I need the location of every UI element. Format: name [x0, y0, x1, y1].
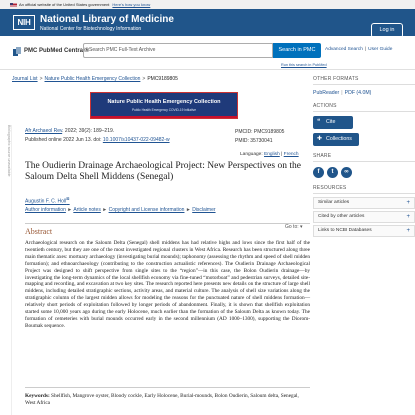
disclaimer-link[interactable]: Disclaimer: [192, 207, 216, 213]
language-english[interactable]: English: [264, 152, 280, 157]
search-links: [325, 47, 392, 52]
search-input[interactable]: Search PMC Full-Text Archive: [83, 43, 273, 58]
author-name[interactable]: Augustin F. C. Holl: [25, 198, 67, 205]
nih-logo[interactable]: NIH: [13, 15, 35, 30]
run-search-pubmed-link[interactable]: Run this search in PubMed: [281, 63, 327, 67]
article-info-links: [25, 207, 216, 213]
language-selector: [240, 152, 299, 157]
keywords-label: Keywords:: [25, 393, 50, 399]
plus-icon: +: [406, 200, 410, 206]
link-icon[interactable]: ∞: [341, 167, 352, 178]
user-guide-link[interactable]: User Guide: [368, 47, 393, 52]
collections-label: Collections: [326, 136, 352, 142]
collection-banner[interactable]: [90, 92, 238, 119]
banner-stripe: [91, 116, 237, 118]
heres-how-link[interactable]: Here's how you know: [112, 2, 151, 7]
goto-label[interactable]: Go to:: [285, 224, 299, 230]
publication-line: [25, 137, 170, 143]
pdf-link[interactable]: PDF (4.0M): [344, 90, 372, 96]
citation-details: . 2022; 39(2): 189–219.: [62, 128, 115, 134]
pmcid: PMCID: PMC9189805: [235, 129, 285, 135]
arrow-icon: ►: [185, 207, 191, 213]
site-title[interactable]: National Library of Medicine: [40, 14, 174, 25]
site-header: [0, 9, 415, 36]
format-separator: |: [341, 90, 343, 96]
collections-icon: ✚: [317, 136, 323, 142]
author-email-icon[interactable]: ⊠: [66, 196, 70, 201]
keywords: [25, 393, 310, 407]
arrow-icon: ►: [102, 207, 108, 213]
doi-link[interactable]: 10.1007/s10437-022-09482-w: [102, 137, 170, 143]
language-separator: |: [279, 152, 284, 157]
arrow-icon: ►: [67, 207, 73, 213]
header-divider: [0, 69, 415, 70]
pmc-logo-text: PMC PubMed Central®: [24, 48, 90, 54]
twitter-icon[interactable]: t: [327, 167, 338, 178]
author-link[interactable]: [25, 196, 70, 205]
right-panel-divider: [313, 161, 415, 162]
right-panel-divider: [313, 111, 415, 112]
ncbi-links-label: Links to NCBI Databases: [318, 228, 372, 233]
pmid: PMID: 35730041: [235, 137, 273, 144]
breadcrumb-current: PMC9189805: [147, 76, 178, 82]
chevron-down-icon: ▾: [300, 224, 303, 230]
login-button[interactable]: Log in: [371, 23, 403, 38]
author-information-link[interactable]: Author information: [25, 207, 66, 213]
similar-articles-label: Similar articles: [318, 200, 350, 205]
side-strip: [0, 125, 12, 415]
cite-button[interactable]: [313, 116, 353, 129]
breadcrumb-journal-list[interactable]: Journal List: [12, 76, 38, 82]
article-notes-link[interactable]: Article notes: [73, 207, 101, 213]
article-title: The Oudierin Drainage Archaeological Project: New Perspectives on the Saloum Delta Shell Middens (Senegal): [25, 161, 301, 182]
format-links: [313, 90, 371, 96]
keywords-divider: [25, 387, 310, 388]
other-formats-heading: OTHER FORMATS: [313, 76, 359, 82]
breadcrumb-arrow: >: [39, 76, 43, 82]
facebook-icon[interactable]: f: [313, 167, 324, 178]
pmc-logo[interactable]: [13, 46, 89, 56]
search-links-separator: |: [364, 47, 367, 52]
abstract-divider: [25, 223, 310, 224]
collections-button[interactable]: [313, 133, 359, 146]
article-ids: [235, 128, 284, 145]
quote-icon: ❝: [317, 119, 321, 125]
plus-icon: +: [406, 228, 410, 234]
pubreader-link[interactable]: PubReader: [313, 90, 340, 96]
breadcrumb: [12, 76, 178, 82]
goto-menu[interactable]: [285, 224, 303, 230]
actions-heading: ACTIONS: [313, 103, 337, 109]
breadcrumb-arrow: >: [142, 76, 146, 82]
citation-line: [25, 128, 114, 134]
us-flag-icon: [10, 3, 17, 7]
search-button[interactable]: Search in PMC: [273, 43, 321, 58]
collection-banner-title: Nature Public Health Emergency Collection: [107, 99, 221, 105]
cite-label: Cite: [326, 119, 336, 125]
similar-articles-toggle[interactable]: [313, 197, 415, 209]
doi-label: doi:: [93, 137, 103, 143]
journal-link[interactable]: Afr Archaeol Rev: [25, 128, 63, 134]
usa-banner-text: An official website of the United States government: [19, 2, 110, 7]
side-strip-text: Bibliographic source unavailable: [7, 125, 11, 177]
abstract-heading: Abstract: [25, 227, 53, 236]
language-french[interactable]: French: [283, 152, 299, 157]
site-subtitle: National Center for Biotechnology Information: [40, 26, 142, 32]
collection-banner-subtitle: Public Health Emergency COVID-19 Initiative: [132, 108, 196, 112]
breadcrumb-collection[interactable]: Nature Public Health Emergency Collection: [44, 76, 141, 82]
cited-by-label: Cited by other articles: [318, 214, 365, 219]
right-panel-divider: [313, 193, 415, 194]
share-buttons: [313, 167, 352, 178]
copyright-link[interactable]: Copyright and License information: [108, 207, 185, 213]
right-panel-divider: [313, 84, 415, 85]
advanced-search-link[interactable]: Advanced Search: [325, 47, 363, 52]
keywords-list: Shellfish, Mangrove oyster, Bloody cockle, Early Holocene, Burial-mounds, Bolon Oudierin, Saloum delta, Senegal, West Africa: [25, 393, 299, 406]
language-label: Language:: [240, 152, 265, 157]
usa-banner: [0, 0, 415, 9]
published-date: Published online 2022 Jun 13.: [25, 137, 92, 143]
abstract-text: Archaeological research on the Saloum Delta (Senegal) shell middens has had relative highs and lows since the first half of the twentieth century, but they are one of the most investigated regional clusters in West Africa. Research has been structured along three main thematic axes: mortuary archaeology (investigating burial mounds); taphonomy (assessing the rhythm and speed of shell midden formation); and ethnoarchaeology (contributing to the construction actualistic references). The Oudierin Drainage Archaeological Project was designed to shift perspective from single sites to the “region”—in this case, the Bolon Oudierin drainage—by investigating the long-term dynamics of the local shellfish economy via fine-tuned “motorboat” and pedestrian surveys, detailed site-mapping and recording, and excavation at two key sites. The research reported here presents new details on the structure of large shell middens, including detailed stratigraphic sections, activity areas, and material culture. The analysis of shell size variations along the stratigraphic column of the largest midden allows for modeling the reasons for the punctuated nature of shell middens formation—relatively short periods of exploitation followed by longer periods of abandonment. Finally, it is shown that shellfish exploitation started some 10,000 years ago during the early Holocene, much earlier than the formation of the Saloum Delta as known today. The formation of cemeteries with burial mounds occurred early in the second millennium (AD 1000–1300), supporting the Diorom-Boumak sequence.: [25, 240, 310, 329]
resources-heading: RESOURCES: [313, 185, 347, 191]
share-heading: SHARE: [313, 153, 332, 159]
cited-by-toggle[interactable]: [313, 211, 415, 223]
plus-icon: +: [406, 214, 410, 220]
ncbi-links-toggle[interactable]: [313, 225, 415, 237]
pmc-logo-icon: [13, 47, 22, 56]
